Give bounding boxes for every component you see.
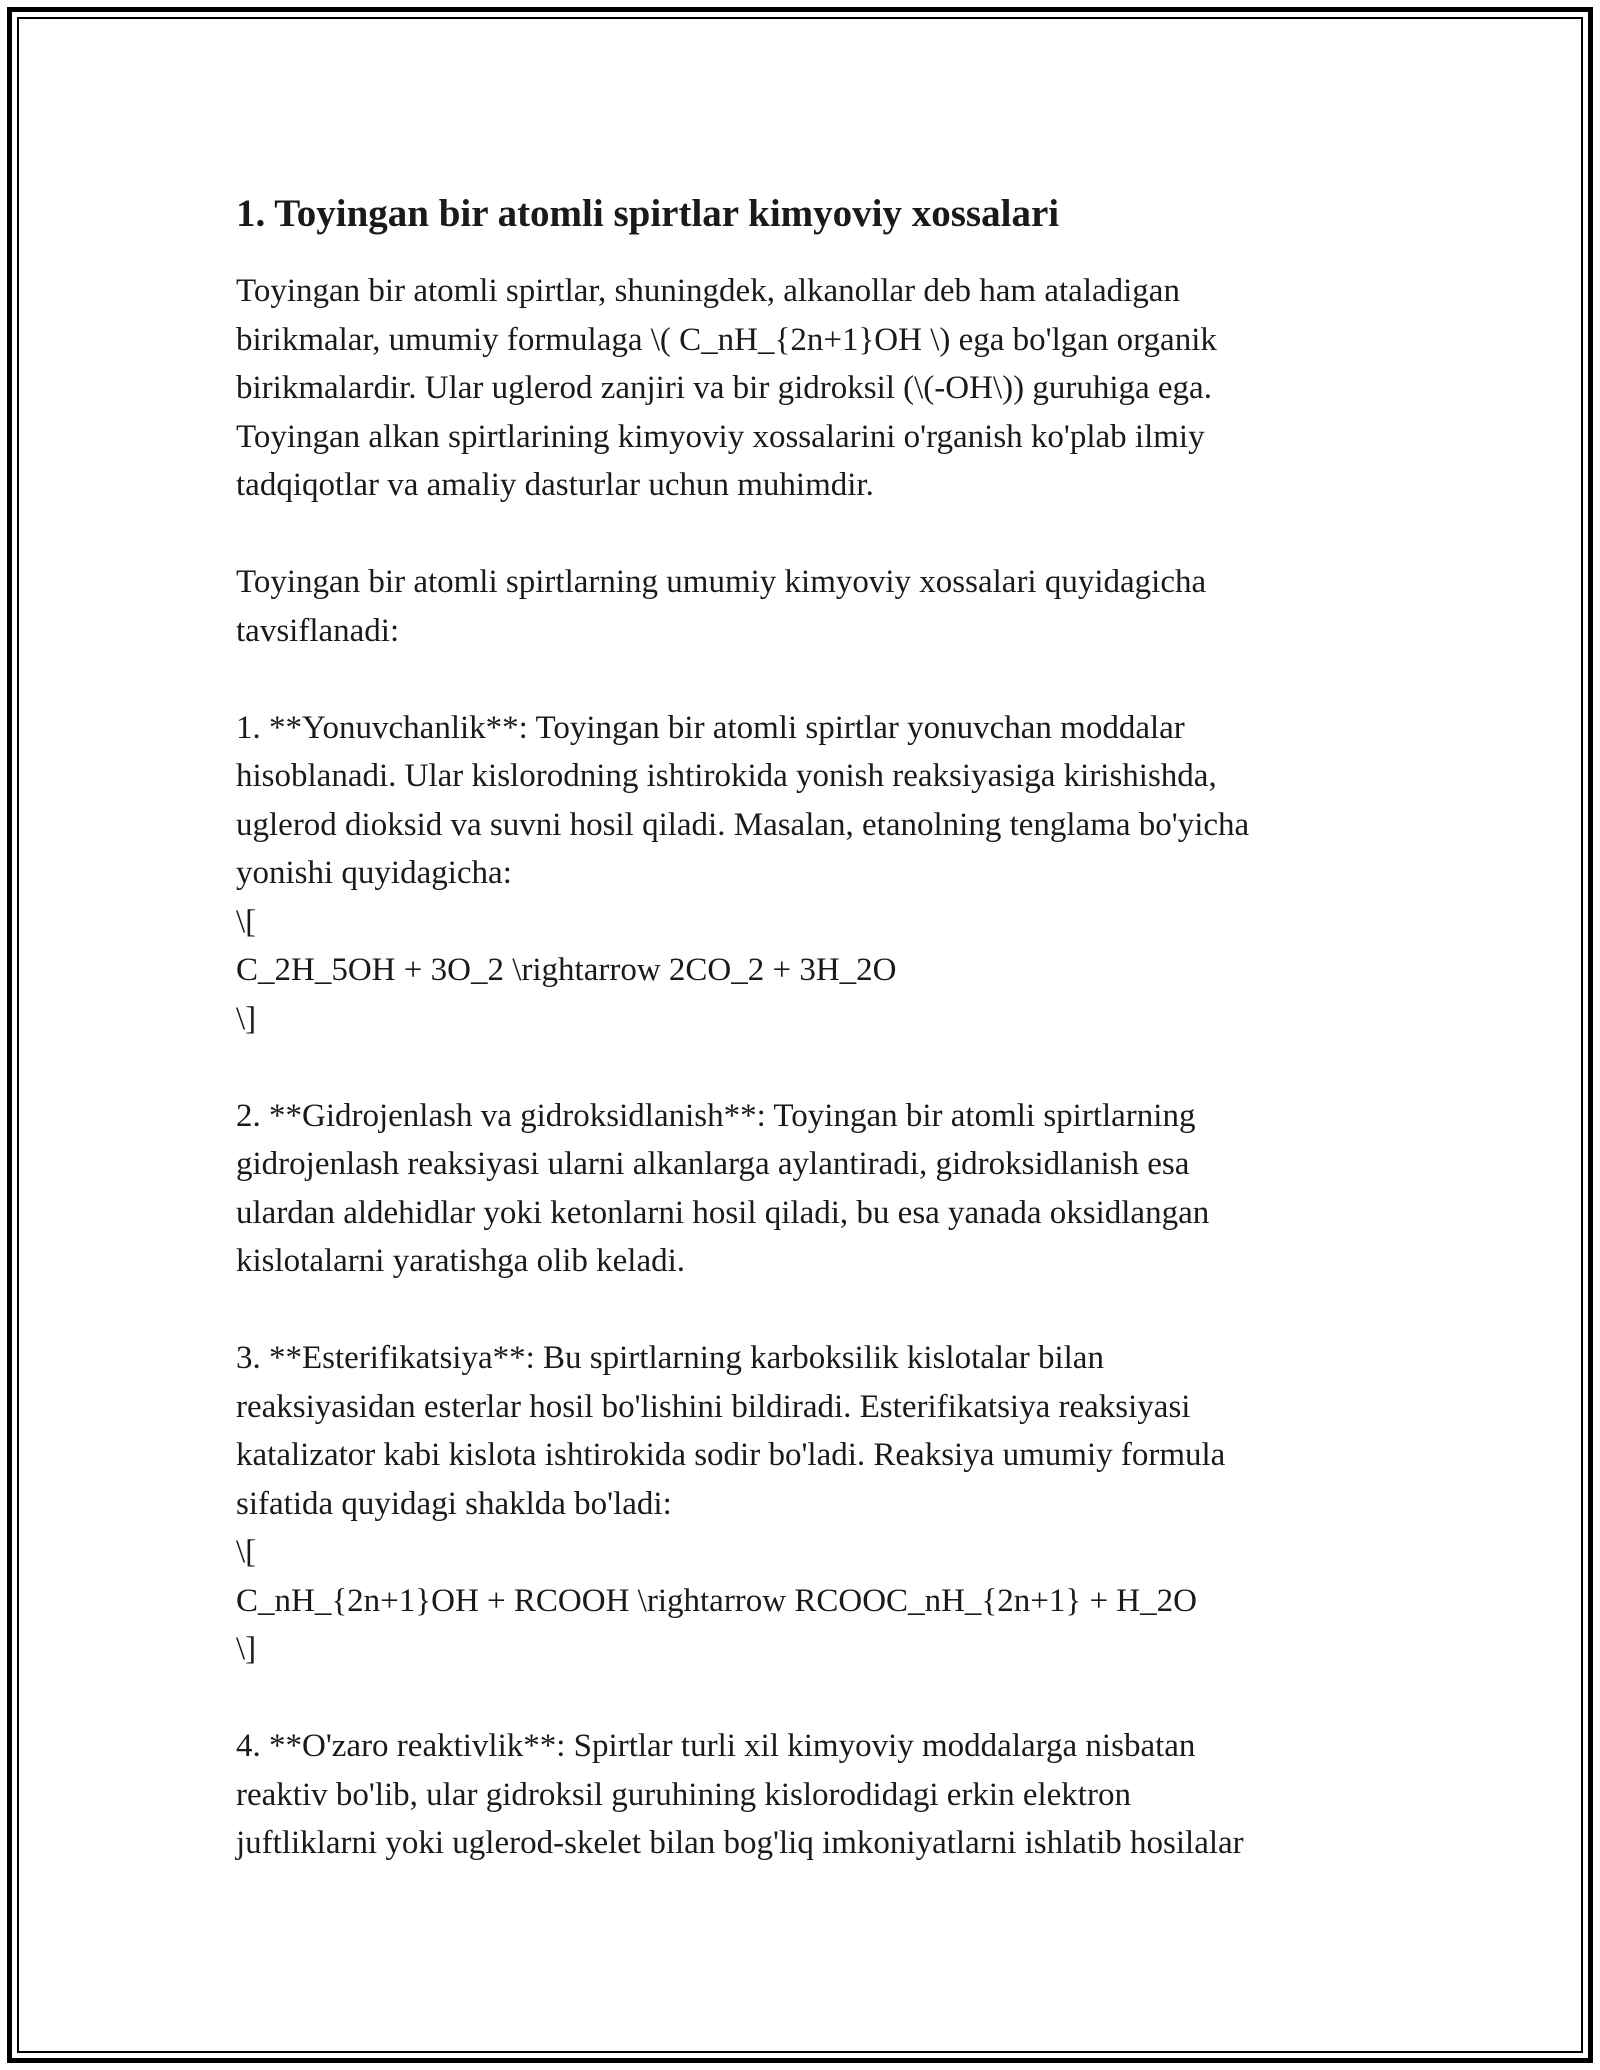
document-body <box>236 184 1376 1868</box>
esterification-paragraph: 3. **Esterifikatsiya**: Bu spirtlarning karboksilik kislotalar bilan reaksiyasidan esterlar hosil bo'lishini bildiradi. Esterifikatsiya reaksiyasi katalizator kabi kislota ishtirokida sodir bo'ladi. Reaksiya umumiy formula sifatida quyidagi shaklda bo'ladi: \[ C_nH_{2n+1}OH + RCOOH \rightarrow RCOOC_nH_{2n+1} + H_2O \] <box>236 1340 1226 1667</box>
paragraph-gap <box>236 1043 1376 1092</box>
combustion-paragraph: 1. **Yonuvchanlik**: Toyingan bir atomli spirtlar yonuvchan moddalar hisoblanadi. Ular kislorodning ishtirokida yonish reaksiyasiga kirishishda, uglerod dioksid va suvni hosil qiladi. Masalan, etanolning tenglama bo'yicha yonishi quyidagicha: \[ C_2H_5OH + 3O_2 \rightarrow 2CO_2 + 3H_2O \] <box>236 709 1250 1037</box>
paragraph-gap <box>236 1286 1376 1335</box>
document-title: 1. Toyingan bir atomli spirtlar kimyoviy xossalari <box>236 192 1060 235</box>
reactivity-paragraph: 4. **O'zaro reaktivlik**: Spirtlar turli xil kimyoviy moddalarga nisbatan reaktiv bo'lib, ular gidroksil guruhining kislorodidagi erkin elektron juftliklarni yoki uglerod-skelet bilan bog'liq imkoniyatlarni ishlatib hosilalar <box>236 1728 1244 1861</box>
hydrogenation-paragraph: 2. **Gidrojenlash va gidroksidlanish**: Toyingan bir atomli spirtlarning gidrojenlash reaksiyasi ularni alkanlarga aylantiradi, gidroksidlanish esa ulardan aldehidlar yoki ketonlarni hosil qiladi, bu esa yanada oksidlangan kislotalarni yaratishga olib keladi. <box>236 1097 1210 1279</box>
intro-paragraph: Toyingan bir atomli spirtlar, shuningdek, alkanollar deb ham ataladigan birikmalar, umumiy formulaga \( C_nH_{2n+1}OH \) ega bo'lgan organik birikmalardir. Ular uglerod zanjiri va bir gidroksil (\(-OH\)) guruhiga ega. Toyingan alkan spirtlarining kimyoviy xossalarini o'rganish ko'plab ilmiy tadqiqotlar va amaliy dasturlar uchun muhimdir. <box>236 273 1217 503</box>
properties-intro-paragraph: Toyingan bir atomli spirtlarning umumiy kimyoviy xossalari quyidagicha tavsiflanadi: <box>236 564 1207 649</box>
paragraph-gap <box>236 1674 1376 1723</box>
paragraph-gap <box>236 510 1376 559</box>
paragraph-gap <box>236 655 1376 704</box>
